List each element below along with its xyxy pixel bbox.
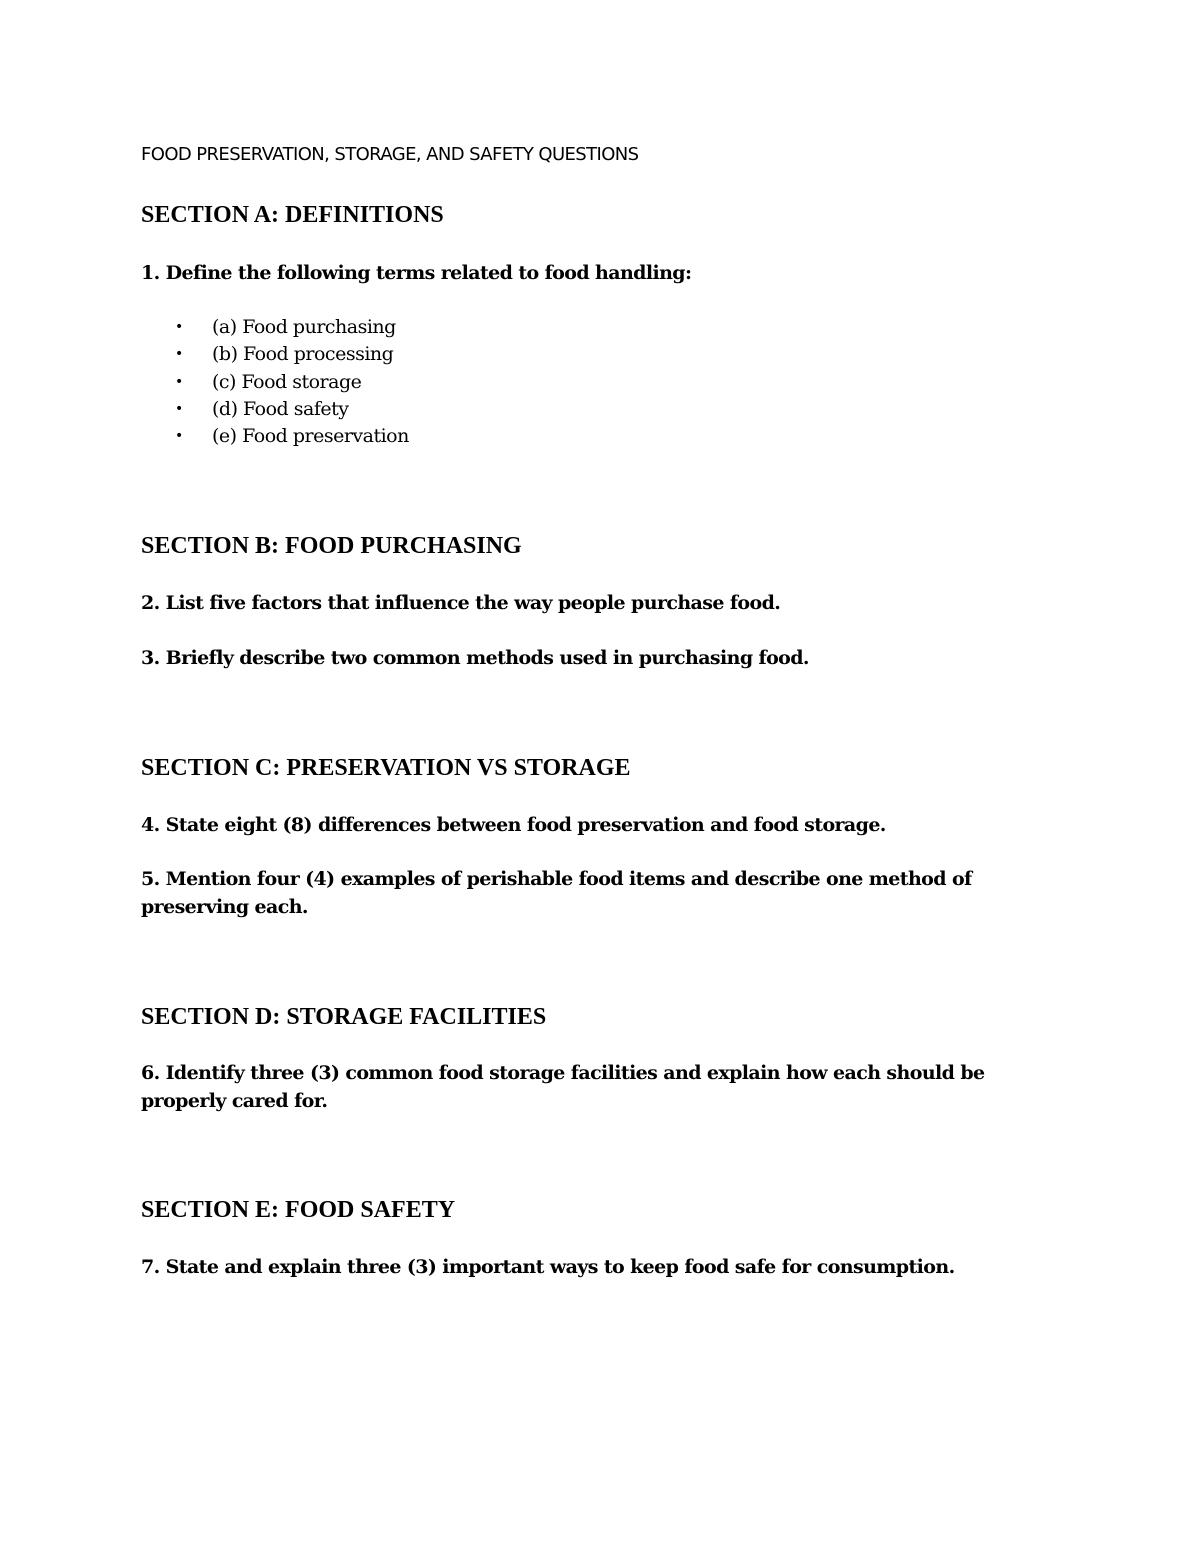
section-e-heading: SECTION E: FOOD SAFETY <box>141 1197 456 1223</box>
section-c-heading: SECTION C: PRESERVATION VS STORAGE <box>141 755 631 781</box>
question-1: 1. Define the following terms related to food handling: <box>141 262 692 284</box>
term-label: (b) Food processing <box>212 343 394 366</box>
question-2: 2. List five factors that influence the way people purchase food. <box>141 592 781 614</box>
bullet-icon: • <box>175 346 184 363</box>
bullet-icon: • <box>175 400 184 417</box>
term-label: (c) Food storage <box>212 370 362 393</box>
question-3: 3. Briefly describe two common methods used in purchasing food. <box>141 647 809 669</box>
term-label: (a) Food purchasing <box>212 316 396 338</box>
section-d-heading: SECTION D: STORAGE FACILITIES <box>141 1004 547 1030</box>
section-b-heading: SECTION B: FOOD PURCHASING <box>141 533 522 559</box>
question-6: 6. Identify three (3) common food storage facilities and explain how each should be properly cared for. <box>141 1062 985 1112</box>
bullet-icon: • <box>175 428 184 445</box>
section-a-heading: SECTION A: DEFINITIONS <box>141 202 444 228</box>
question-4: 4. State eight (8) differences between food preservation and food storage. <box>141 814 886 836</box>
term-label: (d) Food safety <box>212 397 349 420</box>
document-title: FOOD PRESERVATION, STORAGE, AND SAFETY QUESTIONS <box>141 144 639 165</box>
question-7: 7. State and explain three (3) important ways to keep food safe for consumption. <box>141 1256 955 1278</box>
bullet-icon: • <box>175 319 184 335</box>
question-5: 5. Mention four (4) examples of perishable food items and describe one method of preserving each. <box>141 868 972 918</box>
bullet-icon: • <box>175 373 184 390</box>
term-label: (e) Food preservation <box>212 425 409 448</box>
